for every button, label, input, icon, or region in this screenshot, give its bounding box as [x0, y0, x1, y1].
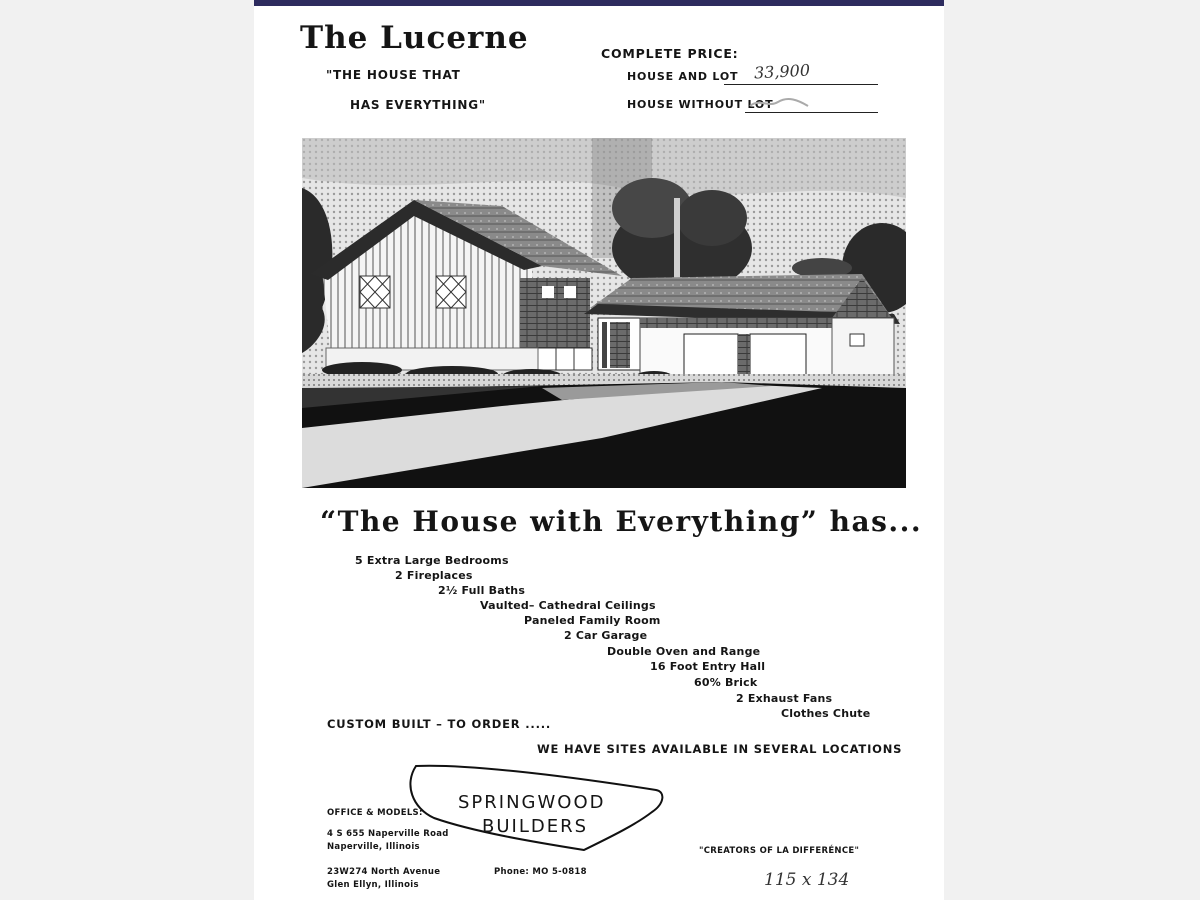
house-without-lot-underline	[745, 112, 878, 113]
page-title: The Lucerne	[300, 20, 529, 56]
feature-item: 60% Brick	[694, 676, 758, 689]
feature-item: 2 Fireplaces	[395, 569, 473, 582]
erased-price-mark	[746, 94, 816, 112]
feature-item: Clothes Chute	[781, 707, 871, 720]
house-and-lot-price: 33,900	[753, 60, 811, 83]
builder-slogan: "CREATORS OF LA DIFFERÉNCE"	[699, 846, 860, 856]
window-left-1	[360, 276, 390, 308]
office-phone: Phone: MO 5-0818	[494, 867, 587, 877]
brochure-page	[254, 0, 944, 900]
office-address-2-line-1: 23W274 North Avenue	[327, 867, 441, 877]
builder-name-line-2: BUILDERS	[482, 816, 589, 837]
feature-item: 16 Foot Entry Hall	[650, 660, 766, 673]
lot-size-note: 115 x 134	[764, 870, 850, 890]
office-address-1-line-1: 4 S 655 Naperville Road	[327, 829, 449, 839]
office-address-1-line-2: Naperville, Illinois	[327, 842, 420, 852]
window-left-2	[436, 276, 466, 308]
house-and-lot-underline	[724, 84, 878, 85]
feature-item: 2½ Full Baths	[438, 584, 526, 597]
builder-name-line-1: SPRINGWOOD	[458, 792, 606, 813]
feature-item: Paneled Family Room	[524, 614, 661, 627]
house-and-lot-label: HOUSE AND LOT	[627, 70, 739, 83]
custom-built-note: CUSTOM BUILT – TO ORDER .....	[327, 717, 552, 731]
house-drawing-svg	[302, 138, 906, 488]
house-illustration	[302, 138, 906, 488]
tagline-line-2: HAS EVERYTHING"	[350, 98, 486, 112]
house-without-lot-label: HOUSE WITHOUT LOT	[627, 98, 774, 111]
feature-item: 5 Extra Large Bedrooms	[355, 554, 509, 567]
headline: “The House with Everything” has...	[320, 505, 923, 538]
price-heading: COMPLETE PRICE:	[601, 46, 739, 61]
office-heading: OFFICE & MODELS:	[327, 808, 423, 818]
office-address-2-line-2: Glen Ellyn, Illinois	[327, 880, 419, 890]
feature-item: 2 Car Garage	[564, 629, 648, 642]
feature-item: Vaulted– Cathedral Ceilings	[480, 599, 656, 612]
feature-item: 2 Exhaust Fans	[736, 692, 833, 705]
sites-note: WE HAVE SITES AVAILABLE IN SEVERAL LOCATIONS	[537, 742, 903, 756]
feature-item: Double Oven and Range	[607, 645, 761, 658]
tagline-line-1: "THE HOUSE THAT	[326, 68, 461, 82]
tree-center	[612, 178, 752, 293]
